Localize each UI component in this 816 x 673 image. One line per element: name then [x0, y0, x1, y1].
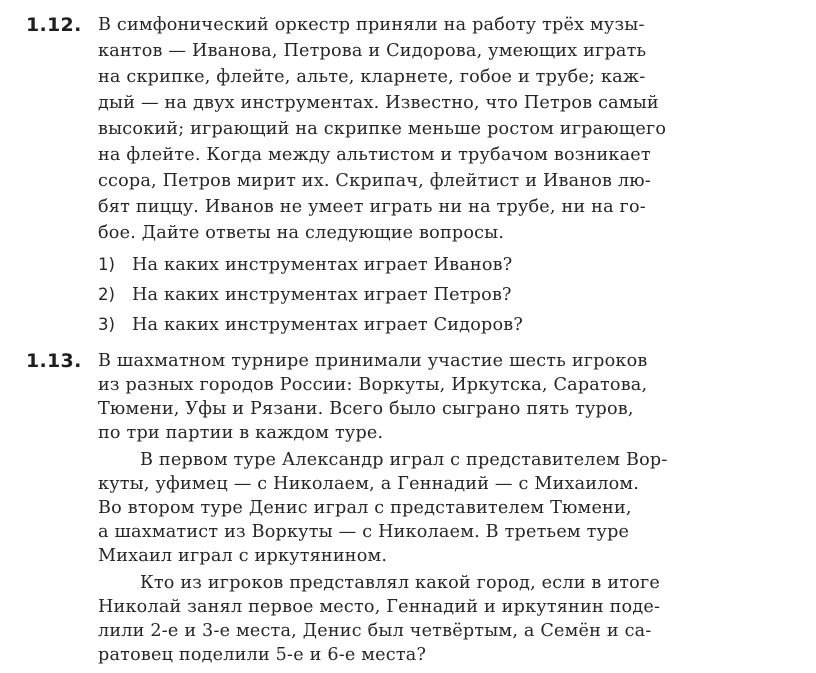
text-line: а шахматист из Воркуты — с Николаем. В третьем туре: [98, 522, 630, 542]
text-line: В симфонический оркестр приняли на работу трёх музы-: [98, 15, 645, 35]
question-text: На каких инструментах играет Сидоров?: [132, 315, 524, 335]
text-line: кантов — Иванова, Петрова и Сидорова, умеющих играть: [98, 41, 647, 61]
question-number: 3): [98, 315, 115, 334]
question-number: 2): [98, 285, 115, 304]
text-line: ссора, Петров мирит их. Скрипач, флейтист и Иванов лю-: [98, 171, 651, 191]
text-line: бят пиццу. Иванов не умеет играть ни на трубе, ни на го-: [98, 197, 646, 217]
text-line: из разных городов России: Воркуты, Иркутска, Саратова,: [98, 375, 648, 395]
text-line: Николай занял первое место, Геннадий и иркутянин поде-: [98, 597, 661, 617]
text-line: бое. Дайте ответы на следующие вопросы.: [98, 223, 505, 243]
question-item: [98, 310, 523, 340]
text-line: на скрипке, флейте, альте, кларнете, гобое и трубе; каж-: [98, 67, 646, 87]
problem-number: 1.13.: [26, 350, 82, 372]
text-line: по три партии в каждом туре.: [98, 423, 384, 443]
text-line: Кто из игроков представлял какой город, если в итоге: [140, 573, 661, 593]
text-line: ратовец поделили 5-е и 6-е места?: [98, 645, 427, 665]
text-line: Во втором туре Денис играл с представителем Тюмени,: [98, 498, 632, 518]
text-line: высокий; играющий на скрипке меньше ростом играющего: [98, 119, 667, 139]
question-number: 1): [98, 255, 115, 274]
question-item: [98, 280, 512, 310]
problem-number: 1.12.: [26, 14, 82, 36]
text-line: Михаил играл с иркутянином.: [98, 546, 388, 566]
question-text: На каких инструментах играет Иванов?: [132, 255, 513, 275]
text-line: В шахматном турнире принимали участие шесть игроков: [98, 351, 648, 371]
question-text: На каких инструментах играет Петров?: [132, 285, 512, 305]
text-line: дый — на двух инструментах. Известно, что Петров самый: [98, 93, 659, 113]
text-line: Тюмени, Уфы и Рязани. Всего было сыграно пять туров,: [98, 399, 634, 419]
text-line: на флейте. Когда между альтистом и трубачом возникает: [98, 145, 651, 165]
text-line: В первом туре Александр играл с представителем Вор-: [140, 450, 668, 470]
text-line: лили 2-е и 3-е места, Денис был четвёртым, а Семён и са-: [98, 621, 652, 641]
question-item: [98, 250, 512, 280]
text-line: куты, уфимец — с Николаем, а Геннадий — с Михаилом.: [98, 474, 640, 494]
